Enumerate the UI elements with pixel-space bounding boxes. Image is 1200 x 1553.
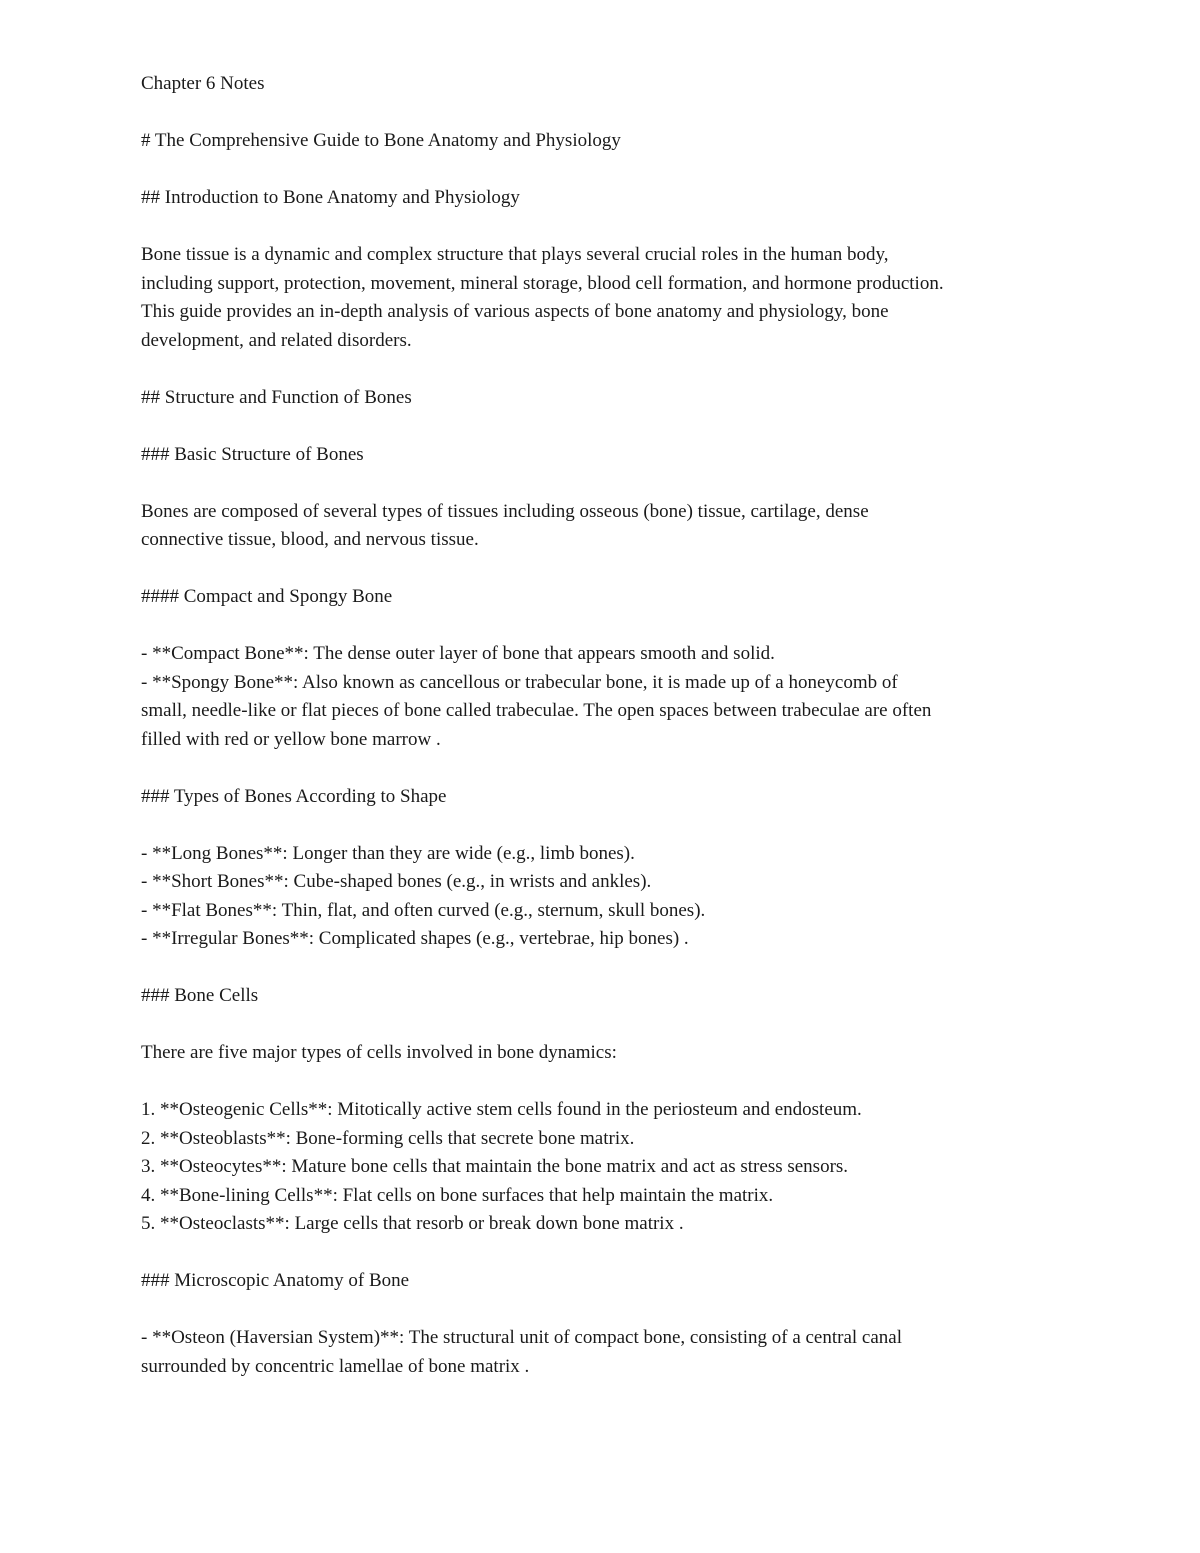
list-item: - **Short Bones**: Cube-shaped bones (e.g., in wrists and ankles). (141, 871, 652, 892)
text-line: Chapter 6 Notes (141, 73, 265, 94)
list-item: - **Long Bones**: Longer than they are wide (e.g., limb bones). (141, 842, 635, 864)
list-item: - **Irregular Bones**: Complicated shapes (e.g., vertebrae, hip bones) . (141, 928, 689, 949)
list-item: - **Flat Bones**: Thin, flat, and often curved (e.g., sternum, skull bones). (141, 899, 706, 921)
text-line: filled with red or yellow bone marrow . (141, 728, 441, 750)
document-title (141, 70, 1071, 99)
text-line: ## Structure and Function of Bones (141, 386, 412, 408)
list-item: - **Compact Bone**: The dense outer layer of bone that appears smooth and solid. (141, 643, 775, 664)
list-item: - **Spongy Bone**: Also known as cancellous or trabecular bone, it is made up of a honeycomb of (141, 671, 898, 693)
list-item: 3. **Osteocytes**: Mature bone cells that maintain the bone matrix and act as stress sensors. (141, 1156, 849, 1177)
list-item: 5. **Osteoclasts**: Large cells that resorb or break down bone matrix . (141, 1213, 684, 1234)
text-line: Bones are composed of several types of tissues including osseous (bone) tissue, cartilage, dense (141, 500, 869, 522)
list-bone-cells (141, 1096, 1071, 1239)
text-line: #### Compact and Spongy Bone (141, 586, 393, 607)
paragraph-bone-cells-intro (141, 1039, 1071, 1068)
text-line: connective tissue, blood, and nervous tissue. (141, 529, 479, 550)
list-item: 1. **Osteogenic Cells**: Mitotically active stem cells found in the periosteum and endosteum. (141, 1099, 862, 1120)
text-line: ### Microscopic Anatomy of Bone (141, 1270, 410, 1291)
list-compact-spongy (141, 640, 1071, 754)
heading-compact-spongy (141, 583, 1071, 612)
heading-types-of-bones (141, 783, 1071, 812)
paragraph-basic-structure (141, 498, 1071, 555)
text-line: This guide provides an in-depth analysis of various aspects of bone anatomy and physiology, bone (141, 301, 889, 322)
heading-basic-structure (141, 441, 1071, 470)
document-body (141, 70, 1071, 1410)
heading-bone-cells (141, 982, 1071, 1011)
heading-microscopic-anatomy (141, 1267, 1071, 1296)
text-line: ### Types of Bones According to Shape (141, 785, 447, 807)
heading-h1 (141, 127, 1071, 156)
list-item: 4. **Bone-lining Cells**: Flat cells on bone surfaces that help maintain the matrix. (141, 1184, 774, 1206)
heading-introduction (141, 184, 1071, 213)
text-line: ### Bone Cells (141, 985, 259, 1006)
text-line: small, needle-like or flat pieces of bone called trabeculae. The open spaces between trabeculae are often (141, 700, 932, 721)
text-line: including support, protection, movement, mineral storage, blood cell formation, and hormone production. (141, 272, 944, 294)
list-item: 2. **Osteoblasts**: Bone-forming cells that secrete bone matrix. (141, 1127, 635, 1149)
list-types-of-bones (141, 840, 1071, 954)
text-line: surrounded by concentric lamellae of bone matrix . (141, 1355, 530, 1377)
text-line: Bone tissue is a dynamic and complex structure that plays several crucial roles in the human body, (141, 244, 889, 265)
text-line: ## Introduction to Bone Anatomy and Physiology (141, 187, 520, 208)
paragraph-introduction (141, 241, 1071, 355)
list-item: - **Osteon (Haversian System)**: The structural unit of compact bone, consisting of a central canal (141, 1327, 903, 1348)
list-microscopic-anatomy (141, 1324, 1071, 1381)
text-line: development, and related disorders. (141, 329, 412, 351)
heading-structure-function (141, 384, 1071, 413)
text-line: There are five major types of cells involved in bone dynamics: (141, 1042, 617, 1063)
text-line: ### Basic Structure of Bones (141, 443, 364, 465)
text-line: # The Comprehensive Guide to Bone Anatomy and Physiology (141, 130, 621, 151)
